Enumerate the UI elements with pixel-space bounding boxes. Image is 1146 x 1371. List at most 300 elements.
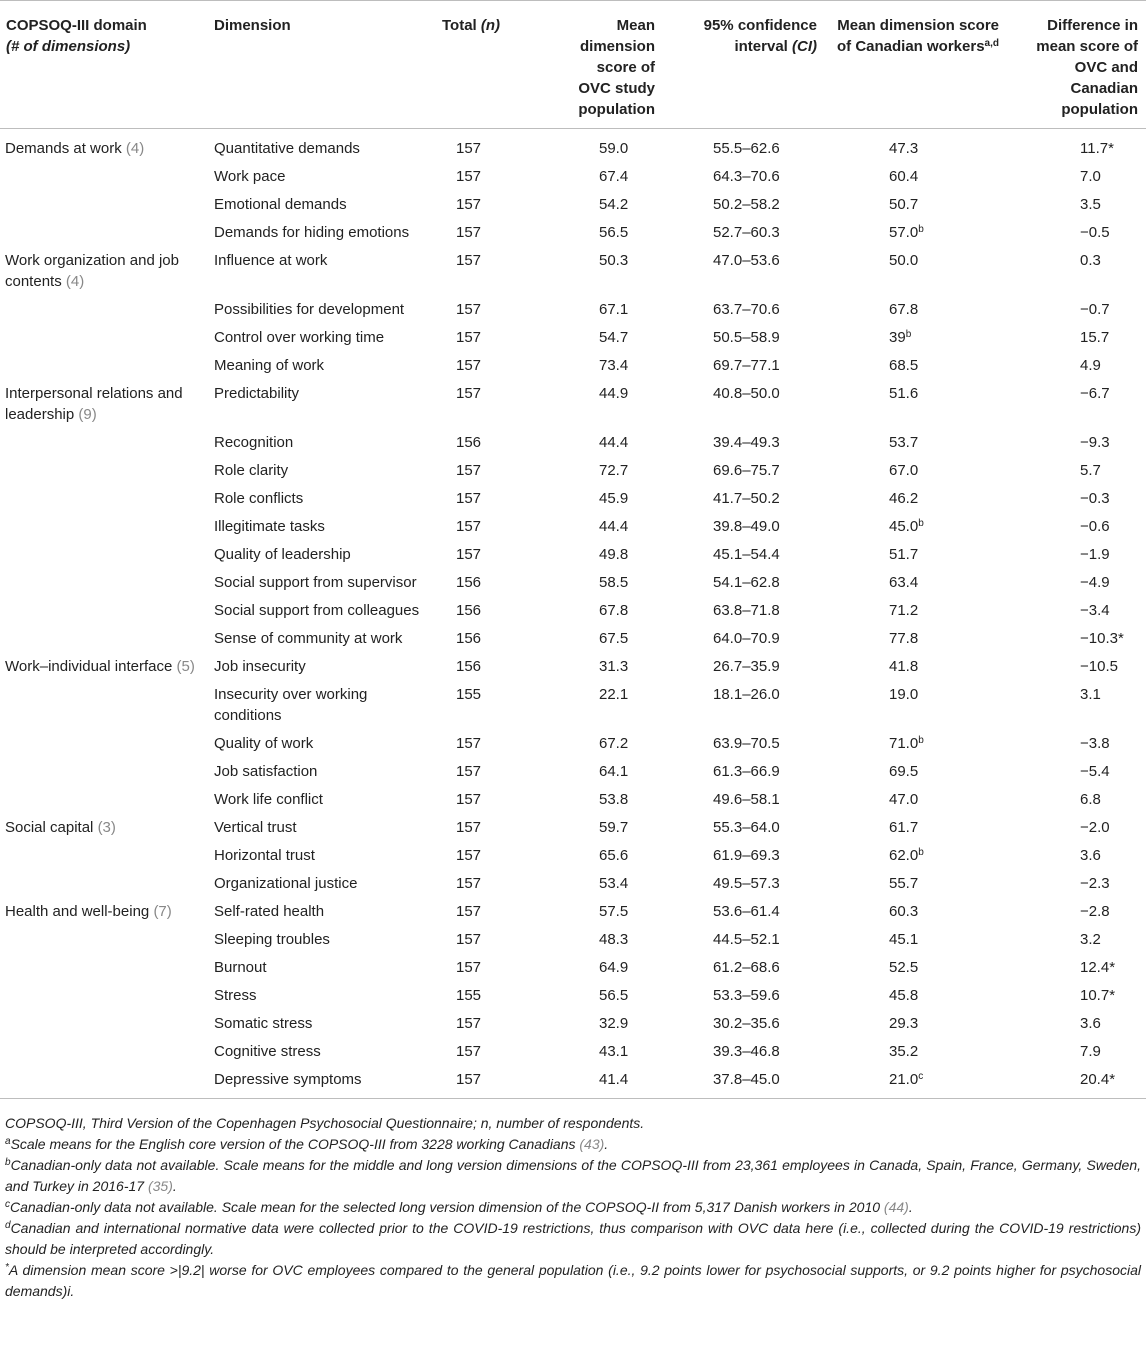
cell-total-n — [440, 247, 565, 296]
cell-ci — [670, 352, 825, 380]
ci-value: 39.3–46.8 — [713, 1043, 780, 1060]
cell-total-n — [440, 653, 565, 681]
header-difference — [1005, 1, 1146, 129]
cell-dimension — [210, 513, 440, 541]
dimension-label: Stress — [214, 987, 257, 1004]
cell-domain — [0, 1066, 210, 1099]
cell-domain — [0, 597, 210, 625]
cell-mean-ovc — [565, 324, 670, 352]
table-row — [0, 352, 1146, 380]
cell-difference — [1005, 569, 1146, 597]
table-row — [0, 758, 1146, 786]
cell-ci — [670, 569, 825, 597]
header-total — [440, 1, 565, 129]
cell-mean-ovc — [565, 898, 670, 926]
domain-label: Work–individual interface — [5, 658, 173, 675]
cell-mean-canadian — [825, 324, 1005, 352]
cell-dimension — [210, 569, 440, 597]
cell-dimension — [210, 247, 440, 296]
cell-total-n — [440, 814, 565, 842]
domain-dimension-count: (4) — [125, 140, 145, 157]
difference-value: −0.6 — [1080, 518, 1110, 535]
difference-value: 0.3 — [1080, 252, 1101, 269]
cell-ci — [670, 730, 825, 758]
cell-mean-ovc — [565, 457, 670, 485]
mean-ovc-value: 56.5 — [599, 987, 629, 1004]
difference-value: −10.3* — [1080, 630, 1124, 647]
ci-value: 55.3–64.0 — [713, 819, 780, 836]
cell-mean-canadian — [825, 842, 1005, 870]
mean-ovc-value: 44.4 — [599, 518, 629, 535]
table-row — [0, 842, 1146, 870]
canadian-footnote-mark: b — [918, 224, 924, 235]
ci-value: 63.7–70.6 — [713, 301, 780, 318]
dimension-label: Social support from supervisor — [214, 574, 417, 591]
cell-ci — [670, 457, 825, 485]
ci-value: 53.6–61.4 — [713, 903, 780, 920]
footnote-a-mark: a — [5, 1136, 11, 1147]
ci-value: 26.7–35.9 — [713, 658, 780, 675]
cell-mean-canadian — [825, 485, 1005, 513]
domain-dimension-count: (9) — [78, 406, 97, 423]
cell-dimension — [210, 681, 440, 730]
cell-mean-ovc — [565, 926, 670, 954]
dimension-label: Quality of leadership — [214, 546, 351, 563]
dimension-label: Social support from colleagues — [214, 602, 420, 619]
mean-canadian-value: 35.2 — [889, 1043, 919, 1060]
cell-domain — [0, 1038, 210, 1066]
cell-total-n — [440, 982, 565, 1010]
canadian-footnote-mark: b — [918, 518, 924, 529]
cell-mean-canadian — [825, 457, 1005, 485]
header-mean — [565, 1, 670, 129]
cell-difference — [1005, 324, 1146, 352]
cell-difference — [1005, 1010, 1146, 1038]
cell-mean-canadian — [825, 1038, 1005, 1066]
cell-difference — [1005, 898, 1146, 926]
mean-canadian-value: 45.8 — [889, 987, 919, 1004]
cell-domain — [0, 870, 210, 898]
total-n-value: 157 — [456, 224, 482, 241]
footnote-c-mark: c — [5, 1199, 10, 1210]
difference-value: −5.4 — [1080, 763, 1110, 780]
cell-difference — [1005, 247, 1146, 296]
cell-difference — [1005, 352, 1146, 380]
difference-value: 4.9 — [1080, 357, 1101, 374]
cell-domain — [0, 352, 210, 380]
cell-total-n — [440, 191, 565, 219]
cell-difference — [1005, 485, 1146, 513]
cell-total-n — [440, 1010, 565, 1038]
ci-value: 18.1–26.0 — [713, 686, 780, 703]
mean-ovc-value: 41.4 — [599, 1071, 629, 1088]
dimension-label: Self-rated health — [214, 903, 325, 920]
total-n-value: 157 — [456, 735, 482, 752]
cell-mean-canadian — [825, 786, 1005, 814]
cell-ci — [670, 625, 825, 653]
total-n-value: 157 — [456, 518, 482, 535]
table-row — [0, 926, 1146, 954]
cell-difference — [1005, 597, 1146, 625]
cell-ci — [670, 163, 825, 191]
header-mean-label: Mean dimension score of OVC study population — [578, 17, 655, 118]
cell-total-n — [440, 1038, 565, 1066]
cell-domain — [0, 296, 210, 324]
footnote-a — [5, 1134, 1141, 1155]
difference-value: −0.3 — [1080, 490, 1110, 507]
cell-mean-canadian — [825, 597, 1005, 625]
mean-ovc-value: 73.4 — [599, 357, 629, 374]
cell-total-n — [440, 842, 565, 870]
cell-dimension — [210, 163, 440, 191]
total-n-value: 155 — [456, 987, 482, 1004]
difference-value: 7.9 — [1080, 1043, 1101, 1060]
footnote-a-ref[interactable]: (43) — [579, 1136, 605, 1152]
cell-mean-canadian — [825, 870, 1005, 898]
footnote-star — [5, 1260, 1141, 1302]
cell-dimension — [210, 296, 440, 324]
cell-total-n — [440, 485, 565, 513]
mean-ovc-value: 59.0 — [599, 140, 629, 157]
domain-label: Social capital — [5, 819, 94, 836]
ci-value: 30.2–35.6 — [713, 1015, 780, 1032]
dimension-label: Sense of community at work — [214, 630, 403, 647]
mean-ovc-value: 56.5 — [599, 224, 629, 241]
cell-difference — [1005, 926, 1146, 954]
footnote-a-end: . — [604, 1136, 609, 1152]
canadian-footnote-mark: b — [905, 329, 912, 340]
difference-value: 20.4* — [1080, 1071, 1116, 1088]
table-row — [0, 485, 1146, 513]
mean-canadian-value: 69.5 — [889, 763, 919, 780]
mean-canadian-value: 51.6 — [889, 385, 919, 402]
mean-ovc-value: 45.9 — [599, 490, 629, 507]
mean-canadian-value: 47.0 — [889, 791, 919, 808]
cell-total-n — [440, 429, 565, 457]
dimension-label: Job satisfaction — [214, 763, 318, 780]
domain-dimension-count: (3) — [97, 819, 116, 836]
cell-mean-ovc — [565, 429, 670, 457]
domain-dimension-count: (7) — [153, 903, 172, 920]
cell-total-n — [440, 324, 565, 352]
cell-ci — [670, 758, 825, 786]
cell-total-n — [440, 129, 565, 164]
cell-total-n — [440, 870, 565, 898]
total-n-value: 157 — [456, 847, 482, 864]
cell-dimension — [210, 1010, 440, 1038]
cell-ci — [670, 380, 825, 429]
cell-domain — [0, 898, 210, 926]
ci-value: 47.0–53.6 — [713, 252, 780, 269]
mean-ovc-value: 67.2 — [599, 735, 629, 752]
table-row — [0, 219, 1146, 247]
cell-mean-canadian — [825, 513, 1005, 541]
header-dimension — [210, 1, 440, 129]
total-n-value: 157 — [456, 1071, 482, 1088]
mean-ovc-value: 22.1 — [599, 686, 629, 703]
cell-mean-ovc — [565, 129, 670, 164]
table-row — [0, 429, 1146, 457]
total-n-value: 157 — [456, 462, 482, 479]
cell-dimension — [210, 219, 440, 247]
header-canadian — [825, 1, 1005, 129]
cell-total-n — [440, 625, 565, 653]
dimension-label: Recognition — [214, 434, 294, 451]
cell-difference — [1005, 814, 1146, 842]
table-row — [0, 898, 1146, 926]
dimension-label: Emotional demands — [214, 196, 347, 213]
total-n-value: 156 — [456, 658, 482, 675]
table-row — [0, 457, 1146, 485]
dimension-label: Cognitive stress — [214, 1043, 321, 1060]
cell-dimension — [210, 380, 440, 429]
cell-domain — [0, 814, 210, 842]
cell-dimension — [210, 457, 440, 485]
cell-domain — [0, 129, 210, 164]
cell-total-n — [440, 457, 565, 485]
total-n-value: 157 — [456, 763, 482, 780]
cell-total-n — [440, 898, 565, 926]
dimension-label: Quantitative demands — [214, 140, 360, 157]
ci-value: 50.2–58.2 — [713, 196, 780, 213]
cell-total-n — [440, 219, 565, 247]
cell-mean-canadian — [825, 219, 1005, 247]
mean-canadian-value: 45.0 — [889, 518, 919, 535]
cell-difference — [1005, 681, 1146, 730]
cell-ci — [670, 954, 825, 982]
header-total-label: Total — [442, 17, 481, 34]
mean-canadian-value: 67.0 — [889, 462, 919, 479]
cell-ci — [670, 786, 825, 814]
ci-value: 40.8–50.0 — [713, 385, 780, 402]
cell-mean-ovc — [565, 163, 670, 191]
table-row — [0, 129, 1146, 164]
header-domain — [0, 1, 210, 129]
dimension-label: Role clarity — [214, 462, 289, 479]
dimension-label: Control over working time — [214, 329, 385, 346]
cell-mean-ovc — [565, 485, 670, 513]
cell-mean-canadian — [825, 380, 1005, 429]
mean-canadian-value: 29.3 — [889, 1015, 919, 1032]
cell-domain — [0, 457, 210, 485]
cell-mean-ovc — [565, 786, 670, 814]
mean-ovc-value: 67.4 — [599, 168, 629, 185]
mean-ovc-value: 54.2 — [599, 196, 629, 213]
mean-canadian-value: 71.2 — [889, 602, 919, 619]
footnote-abbreviations — [5, 1113, 1141, 1134]
cell-domain — [0, 163, 210, 191]
mean-ovc-value: 64.9 — [599, 959, 629, 976]
cell-dimension — [210, 541, 440, 569]
cell-ci — [670, 898, 825, 926]
cell-domain — [0, 982, 210, 1010]
mean-canadian-value: 21.0 — [889, 1071, 919, 1088]
cell-total-n — [440, 513, 565, 541]
header-ci-abbr: (CI) — [792, 38, 817, 55]
cell-ci — [670, 1038, 825, 1066]
footnote-d — [5, 1218, 1141, 1260]
cell-domain — [0, 1010, 210, 1038]
mean-ovc-value: 53.4 — [599, 875, 629, 892]
cell-ci — [670, 485, 825, 513]
domain-label: Work organization and job contents — [5, 252, 179, 290]
cell-mean-canadian — [825, 625, 1005, 653]
total-n-value: 157 — [456, 168, 482, 185]
mean-canadian-value: 45.1 — [889, 931, 919, 948]
cell-domain — [0, 730, 210, 758]
cell-domain — [0, 513, 210, 541]
mean-canadian-value: 63.4 — [889, 574, 919, 591]
mean-canadian-value: 55.7 — [889, 875, 919, 892]
cell-domain — [0, 786, 210, 814]
cell-mean-ovc — [565, 191, 670, 219]
cell-dimension — [210, 625, 440, 653]
difference-value: 7.0 — [1080, 168, 1101, 185]
mean-canadian-value: 61.7 — [889, 819, 919, 836]
cell-ci — [670, 653, 825, 681]
cell-domain — [0, 926, 210, 954]
table-row — [0, 191, 1146, 219]
footnote-b-text: Canadian-only data not available. Scale means for the middle and long version dimensions of the COPSOQ-III from 23,361 employees in Canada, Spain, France, Germany, Sweden, and Turkey in 2016-17 — [5, 1157, 1141, 1194]
cell-difference — [1005, 982, 1146, 1010]
mean-ovc-value: 49.8 — [599, 546, 629, 563]
mean-ovc-value: 67.5 — [599, 630, 629, 647]
mean-canadian-value: 71.0 — [889, 735, 919, 752]
dimension-label: Role conflicts — [214, 490, 304, 507]
table-row — [0, 247, 1146, 296]
mean-ovc-value: 53.8 — [599, 791, 629, 808]
cell-mean-canadian — [825, 541, 1005, 569]
cell-ci — [670, 191, 825, 219]
cell-mean-canadian — [825, 163, 1005, 191]
cell-domain — [0, 653, 210, 681]
cell-mean-ovc — [565, 380, 670, 429]
cell-dimension — [210, 597, 440, 625]
cell-mean-ovc — [565, 870, 670, 898]
cell-mean-canadian — [825, 191, 1005, 219]
difference-value: −0.7 — [1080, 301, 1110, 318]
cell-mean-ovc — [565, 814, 670, 842]
ci-value: 55.5–62.6 — [713, 140, 780, 157]
difference-value: −2.0 — [1080, 819, 1110, 836]
ci-value: 63.8–71.8 — [713, 602, 780, 619]
cell-mean-ovc — [565, 1010, 670, 1038]
dimension-label: Somatic stress — [214, 1015, 313, 1032]
cell-dimension — [210, 758, 440, 786]
cell-difference — [1005, 429, 1146, 457]
ci-value: 49.6–58.1 — [713, 791, 780, 808]
canadian-footnote-mark: c — [918, 1071, 924, 1082]
cell-dimension — [210, 926, 440, 954]
mean-canadian-value: 60.4 — [889, 168, 919, 185]
cell-domain — [0, 380, 210, 429]
header-domain-label: COPSOQ-III domain — [6, 17, 147, 34]
ci-value: 49.5–57.3 — [713, 875, 780, 892]
cell-total-n — [440, 163, 565, 191]
total-n-value: 157 — [456, 546, 482, 563]
cell-domain — [0, 429, 210, 457]
cell-mean-canadian — [825, 352, 1005, 380]
cell-ci — [670, 982, 825, 1010]
table-row — [0, 653, 1146, 681]
footnote-c-ref[interactable]: (44) — [883, 1199, 909, 1215]
cell-mean-canadian — [825, 429, 1005, 457]
footnote-star-text: A dimension mean score >|9.2| worse for OVC employees compared to the general population (i.e., 9.2 points lower for psychosocial supports, or 9.2 points higher for psychosocial demands)i. — [5, 1262, 1141, 1299]
difference-value: −3.4 — [1080, 602, 1110, 619]
table-row — [0, 870, 1146, 898]
dimension-label: Depressive symptoms — [214, 1071, 362, 1088]
difference-value: −10.5 — [1080, 658, 1118, 675]
cell-mean-canadian — [825, 982, 1005, 1010]
difference-value: −3.8 — [1080, 735, 1110, 752]
mean-canadian-value: 47.3 — [889, 140, 919, 157]
dimension-label: Possibilities for development — [214, 301, 405, 318]
total-n-value: 157 — [456, 959, 482, 976]
cell-dimension — [210, 485, 440, 513]
cell-difference — [1005, 191, 1146, 219]
mean-ovc-value: 48.3 — [599, 931, 629, 948]
cell-total-n — [440, 352, 565, 380]
ci-value: 69.7–77.1 — [713, 357, 780, 374]
cell-dimension — [210, 870, 440, 898]
cell-difference — [1005, 730, 1146, 758]
total-n-value: 155 — [456, 686, 482, 703]
mean-canadian-value: 77.8 — [889, 630, 919, 647]
cell-domain — [0, 954, 210, 982]
table-row — [0, 324, 1146, 352]
table-row — [0, 814, 1146, 842]
difference-value: 3.6 — [1080, 1015, 1101, 1032]
cell-total-n — [440, 1066, 565, 1099]
mean-ovc-value: 54.7 — [599, 329, 629, 346]
header-ci — [670, 1, 825, 129]
difference-value: −2.8 — [1080, 903, 1110, 920]
table-row — [0, 625, 1146, 653]
cell-difference — [1005, 163, 1146, 191]
mean-canadian-value: 50.7 — [889, 196, 919, 213]
cell-dimension — [210, 352, 440, 380]
cell-dimension — [210, 1038, 440, 1066]
footnote-d-mark: d — [5, 1220, 11, 1231]
footnote-c — [5, 1197, 1141, 1218]
cell-domain — [0, 758, 210, 786]
dimension-label: Vertical trust — [214, 819, 297, 836]
footnote-abbrev-text: COPSOQ-III, Third Version of the Copenhagen Psychosocial Questionnaire; n, number of respondents. — [5, 1115, 645, 1131]
cell-mean-canadian — [825, 681, 1005, 730]
mean-ovc-value: 32.9 — [599, 1015, 629, 1032]
cell-dimension — [210, 1066, 440, 1099]
cell-ci — [670, 219, 825, 247]
cell-dimension — [210, 954, 440, 982]
mean-ovc-value: 31.3 — [599, 658, 629, 675]
ci-value: 39.8–49.0 — [713, 518, 780, 535]
cell-ci — [670, 597, 825, 625]
cell-difference — [1005, 541, 1146, 569]
cell-dimension — [210, 191, 440, 219]
dimension-label: Organizational justice — [214, 875, 358, 892]
domain-dimension-count: (4) — [65, 273, 85, 290]
cell-mean-ovc — [565, 653, 670, 681]
cell-mean-ovc — [565, 352, 670, 380]
mean-ovc-value: 59.7 — [599, 819, 629, 836]
footnote-b-ref[interactable]: (35) — [147, 1178, 173, 1194]
canadian-footnote-mark: b — [918, 735, 924, 746]
cell-difference — [1005, 954, 1146, 982]
cell-mean-ovc — [565, 730, 670, 758]
cell-mean-ovc — [565, 569, 670, 597]
total-n-value: 156 — [456, 630, 482, 647]
header-ci-label: 95% confidence interval — [703, 17, 817, 55]
